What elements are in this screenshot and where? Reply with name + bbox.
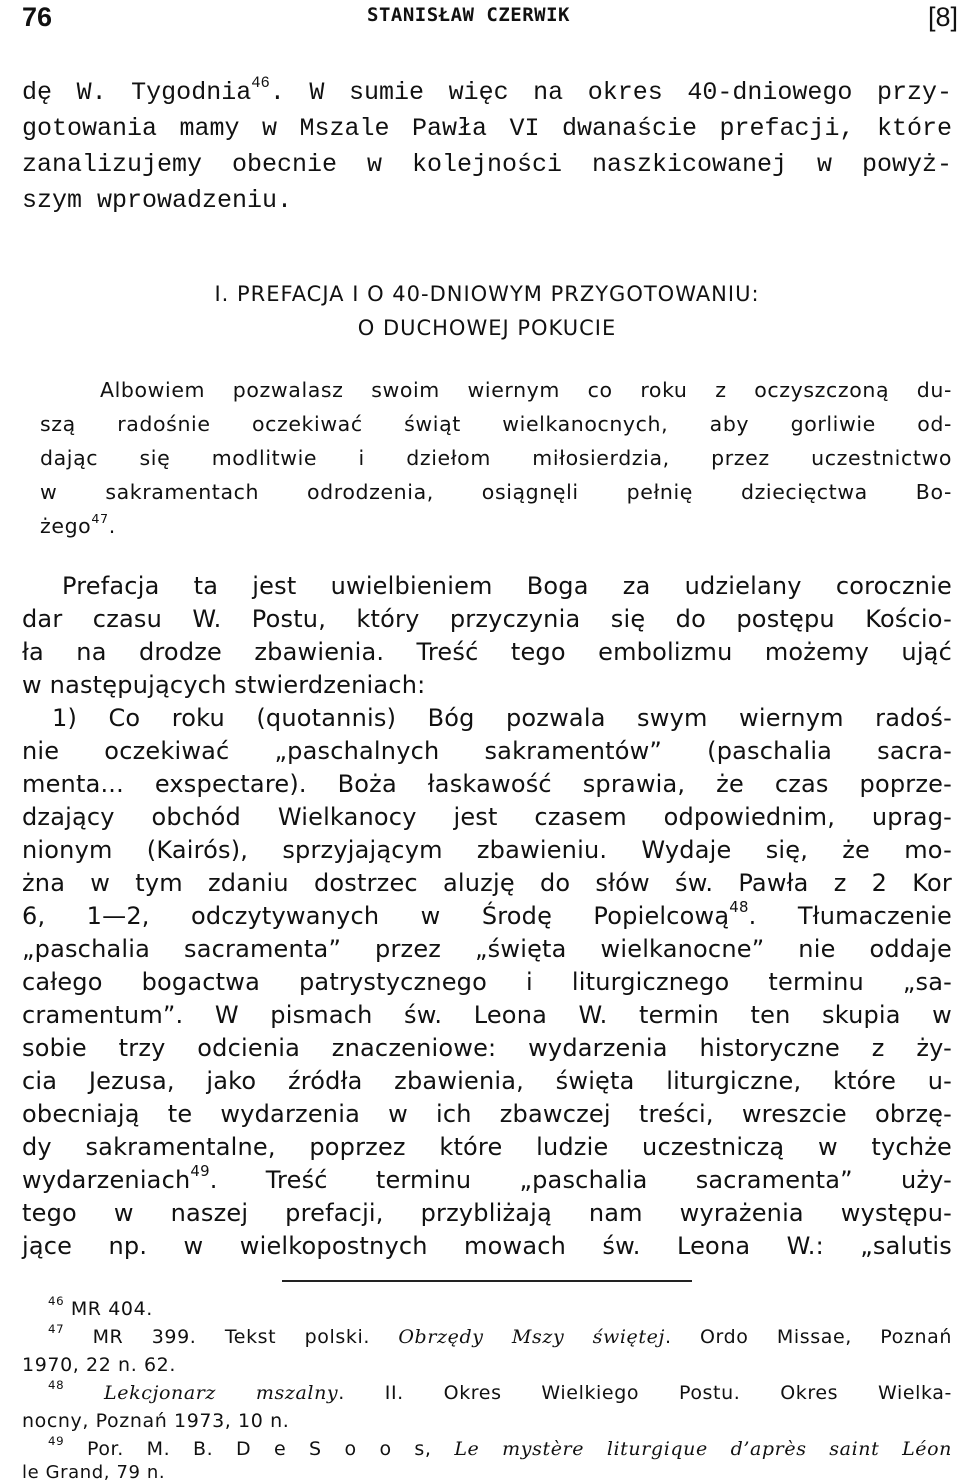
text-line: nionym (Kairós), sprzyjającym zbawieniu. Wydaje się, że mo- [22,836,952,864]
footnote-47: $^{47}$ MR 399. Tekst polski. Obrzędy Mszy świętej. Ordo Missae, Poznań [48,1322,953,1348]
text-line: cramentum”. W pismach św. Leona W. termin ten skupia w [22,1001,952,1029]
text-line: szym wprowadzeniu. [22,186,293,215]
text-line: żna w tym zdaniu dostrzec aluzję do słów św. Pawła z 2 Kor [22,869,952,897]
text-line: „paschalia sacramenta” przez „święta wielkanocne” nie oddaje [22,935,952,963]
footnote-ref: 47 [91,510,109,526]
page-number: 76 [22,2,53,32]
text-line: tego w naszej prefacji, przybliżają nam wyrażenia występu- [22,1199,952,1227]
text-line: zanalizujemy obecnie w kolejności naszkicowanej w powyż- [22,150,952,179]
running-title: STANISŁAW CZERWIK [367,4,570,26]
text-line: cia Jezusa, jako źródła zbawienia, święta liturgiczne, które u- [22,1067,952,1095]
text-line: dając się modlitwie i dziełom miłosierdzia, przez uczestnictwo [40,446,952,470]
running-header [22,0,958,44]
text-line: w sakramentach odrodzenia, osiągnęli pełnię dziecięctwa Bo- [40,480,952,504]
section-mark: [8] [927,2,958,32]
footnote-48-cont: nocny, Poznań 1973, 10 n. [22,1410,290,1432]
footnote-49-cont: le Grand, 79 n. [22,1462,166,1483]
text-line: nie oczekiwać „paschalnych sakramentów” (paschalia sacra- [22,737,952,765]
text-line: dzający obchód Wielkanocy jest czasem odpowiednim, uprag- [22,803,952,831]
footnote-ref: 48 [729,898,749,917]
footnote-divider [282,1280,692,1282]
document-page [22,0,958,1483]
text-line: 1) Co roku (quotannis) Bóg pozwala swym wiernym radoś- [52,704,952,732]
footnote-ref: 49 [190,1162,210,1181]
text-line: dę W. Tygodnia$^{46}$. W sumie więc na okres 40-dniowego przy- [22,73,952,107]
text-line: obecniają te wydarzenia w ich zbawczej treści, wreszcie obrzę- [22,1100,952,1128]
heading-line: I. PREFACJA I O 40-DNIOWYM PRZYGOTOWANIU: [214,282,760,306]
text-line: żego$^{47}$. [40,510,116,538]
text-line: w następujących stwierdzeniach: [22,671,426,699]
text-line: menta... exspectare). Boża łaskawość sprawia, że czas poprze- [22,770,952,798]
text-line: dar czasu W. Postu, który przyczynia się do postępu Kościo- [22,605,952,633]
text-line: całego bogactwa patrystycznego i liturgicznego terminu „sa- [22,968,952,996]
text-line: 6, 1—2, odczytywanych w Środę Popielcową$^{48}$. Tłumaczenie [22,898,952,930]
text-line: Albowiem pozwalasz swoim wiernym co roku z oczyszczoną du- [100,378,952,402]
footnote-48: $^{48}$ Lekcjonarz mszalny. II. Okres Wielkiego Postu. Okres Wielka- [48,1378,953,1404]
text-line: wydarzeniach$^{49}$. Treść terminu „paschalia sacramenta” uży- [22,1162,952,1194]
footnote-49: $^{49}$ Por. M. B. D e S o o s, Le mystère liturgique d’après saint Léon [48,1434,953,1460]
text-line: szą radośnie oczekiwać świąt wielkanocnych, aby gorliwie od- [40,412,952,436]
text-line: sobie trzy odcienia znaczeniowe: wydarzenia historyczne z ży- [22,1034,952,1062]
text-line: dy sakramentalne, poprzez które ludzie uczestniczą w tychże [22,1133,952,1161]
text-line: Prefacja ta jest uwielbieniem Boga za udzielany corocznie [62,572,952,600]
text-line: ła na drodze zbawienia. Treść tego embolizmu możemy ująć [22,638,952,666]
footnote-46: $^{46}$ MR 404. [48,1294,153,1320]
text-line: gotowania mamy w Mszale Pawła VI dwanaście prefacji, które [22,114,952,143]
text-line: jące np. w wielkopostnych mowach św. Leona W.: „salutis [22,1232,952,1260]
footnote-47-cont: 1970, 22 n. 62. [22,1354,176,1376]
footnote-ref: 46 [251,73,270,92]
heading-line: O DUCHOWEJ POKUCIE [357,316,617,340]
